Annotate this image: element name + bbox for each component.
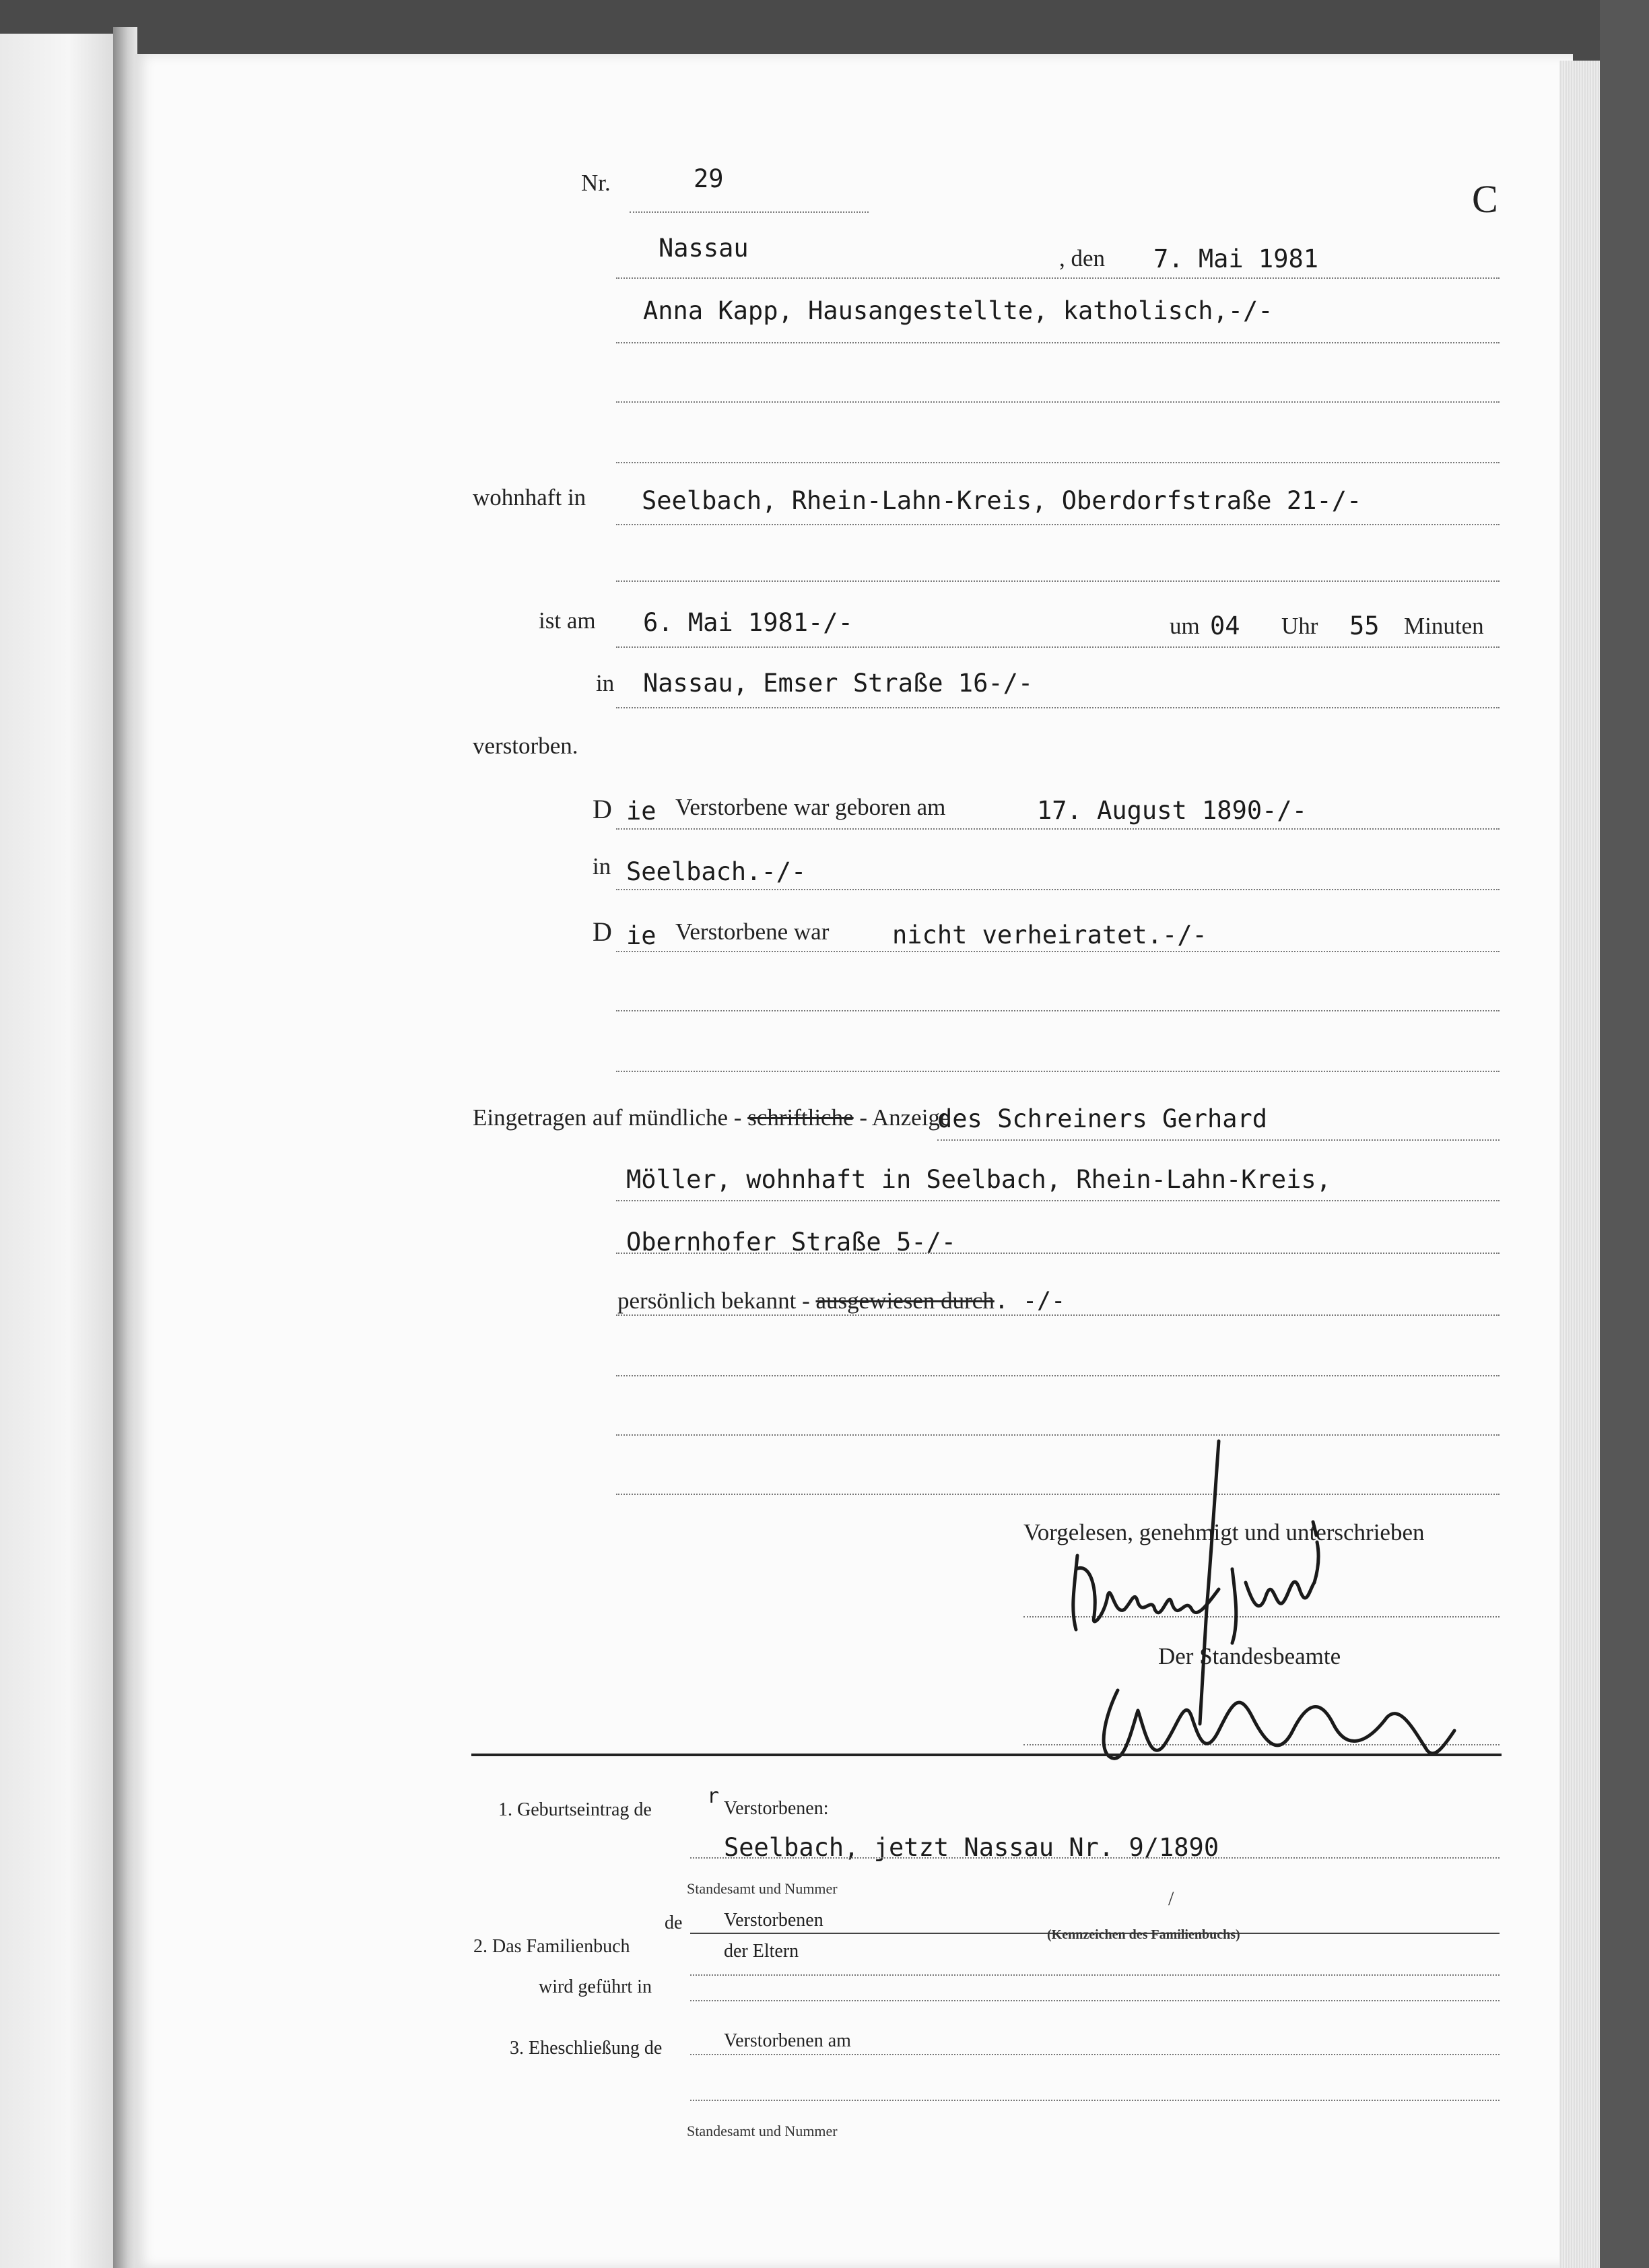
page-stack-edge xyxy=(1559,61,1600,2268)
family-book-eltern: der Eltern xyxy=(724,1941,799,1962)
date-value: 7. Mai 1981 xyxy=(1153,244,1319,273)
family-book-place-label: wird geführt in xyxy=(539,1976,652,1997)
marital-line-1 xyxy=(616,951,1500,952)
birth-date: 17. August 1890-/- xyxy=(1037,796,1307,825)
uhr-label: Uhr xyxy=(1281,613,1318,639)
marital-prefix-ie: ie xyxy=(626,921,657,950)
nr-label: Nr. xyxy=(581,170,611,196)
registration-rule-1 xyxy=(937,1139,1500,1141)
slash-mark: / xyxy=(1168,1888,1174,1910)
read-approved-label: Vorgelesen, genehmigt und unterschrieben xyxy=(1023,1519,1425,1545)
minuten-label: Minuten xyxy=(1404,613,1484,639)
residence-line-2 xyxy=(616,580,1500,582)
birth-entry-sup: r xyxy=(707,1785,720,1808)
marriage-suffix: Verstorbenen am xyxy=(724,2030,851,2051)
section-divider xyxy=(471,1754,1502,1756)
birth-prefix-d: D xyxy=(593,794,612,824)
registration-label-start: Eingetragen auf mündliche - xyxy=(473,1104,742,1131)
registrar-label: Der Standesbeamte xyxy=(1158,1643,1341,1669)
standesamt-label-2: Standesamt und Nummer xyxy=(687,2123,838,2139)
known-rule-2 xyxy=(616,1375,1500,1376)
nr-value: 29 xyxy=(694,164,724,193)
known-struck: ausgewiesen durch xyxy=(815,1288,995,1314)
birth-entry-rule xyxy=(690,1857,1500,1859)
family-book-rule-3 xyxy=(690,2000,1500,2001)
left-book-page xyxy=(0,34,114,2268)
background-edge xyxy=(1600,0,1649,2268)
death-minutes: 55 xyxy=(1349,611,1380,640)
death-hour: 04 xyxy=(1210,611,1240,640)
registration-line-1: des Schreiners Gerhard xyxy=(937,1104,1268,1133)
death-date-line xyxy=(616,646,1500,648)
death-place-line xyxy=(616,707,1500,708)
handwritten-signatures xyxy=(1050,1434,1468,1798)
um-label: um xyxy=(1170,613,1200,639)
kennzeichen-label: (Kennzeichen des Familienbuchs) xyxy=(1047,1927,1240,1942)
death-date-value: 6. Mai 1981-/- xyxy=(643,608,853,637)
person-description: Anna Kapp, Hausangestellte, katholisch,-/- xyxy=(643,296,1273,325)
family-book-rule-2 xyxy=(690,1974,1500,1976)
marital-line-3 xyxy=(616,1071,1500,1072)
death-place-label: in xyxy=(596,670,615,696)
known-line xyxy=(617,1288,1065,1314)
birth-date-line xyxy=(616,828,1500,830)
place-date-line xyxy=(616,277,1500,279)
birth-label: Verstorbene war geboren am xyxy=(675,794,946,820)
birth-prefix-ie: ie xyxy=(626,797,657,826)
marital-label: Verstorbene war xyxy=(675,919,830,945)
corner-letter: C xyxy=(1472,177,1498,221)
known-label: persönlich bekannt - xyxy=(617,1288,810,1314)
person-line-2 xyxy=(616,401,1500,403)
marital-line-2 xyxy=(616,1010,1500,1011)
birth-place-line xyxy=(616,889,1500,890)
birth-entry-label: 1. Geburtseintrag de xyxy=(498,1799,652,1820)
person-line-1 xyxy=(616,342,1500,343)
residence-line-1 xyxy=(616,524,1500,525)
verstorben-label: verstorben. xyxy=(473,733,578,759)
book-gutter xyxy=(113,27,137,2268)
registration-line-3: Obernhofer Straße 5-/- xyxy=(626,1228,957,1257)
family-book-label: 2. Das Familienbuch xyxy=(473,1936,630,1957)
known-end: . -/- xyxy=(994,1288,1066,1314)
marriage-label: 3. Eheschließung de xyxy=(510,2038,663,2059)
residence-label: wohnhaft in xyxy=(473,484,586,510)
birth-entry-value: Seelbach, jetzt Nassau Nr. 9/1890 xyxy=(724,1833,1219,1862)
nr-line xyxy=(630,211,869,213)
standesamt-label: Standesamt und Nummer xyxy=(687,1880,838,1897)
marital-prefix-d: D xyxy=(593,916,612,947)
registration-rule-2 xyxy=(616,1200,1500,1201)
known-rule-1 xyxy=(616,1314,1500,1316)
registration-rule-3 xyxy=(616,1253,1500,1254)
register-page xyxy=(135,54,1573,2268)
registration-line-2: Möller, wohnhaft in Seelbach, Rhein-Lahn-Kreis, xyxy=(626,1165,1331,1194)
den-label: , den xyxy=(1059,245,1106,271)
registration-label-struck: schriftliche xyxy=(747,1104,854,1131)
death-place-value: Nassau, Emser Straße 16-/- xyxy=(643,669,1034,698)
place-value: Nassau xyxy=(659,234,749,263)
death-date-label: ist am xyxy=(539,607,596,634)
birth-place-label: in xyxy=(593,853,611,879)
birth-entry-suffix: Verstorbenen: xyxy=(724,1798,829,1819)
family-book-de: de xyxy=(665,1912,683,1933)
marriage-rule-2 xyxy=(690,2100,1500,2101)
registration-label xyxy=(473,1104,950,1131)
birth-place: Seelbach.-/- xyxy=(626,857,807,886)
person-line-3 xyxy=(616,462,1500,463)
marriage-rule xyxy=(690,2054,1500,2055)
registration-label-end: - Anzeige xyxy=(859,1104,951,1131)
marital-value: nicht verheiratet.-/- xyxy=(892,921,1207,949)
family-book-verstorbenen: Verstorbenen xyxy=(724,1910,823,1931)
residence-value: Seelbach, Rhein-Lahn-Kreis, Oberdorfstraße 21-/- xyxy=(642,486,1362,515)
